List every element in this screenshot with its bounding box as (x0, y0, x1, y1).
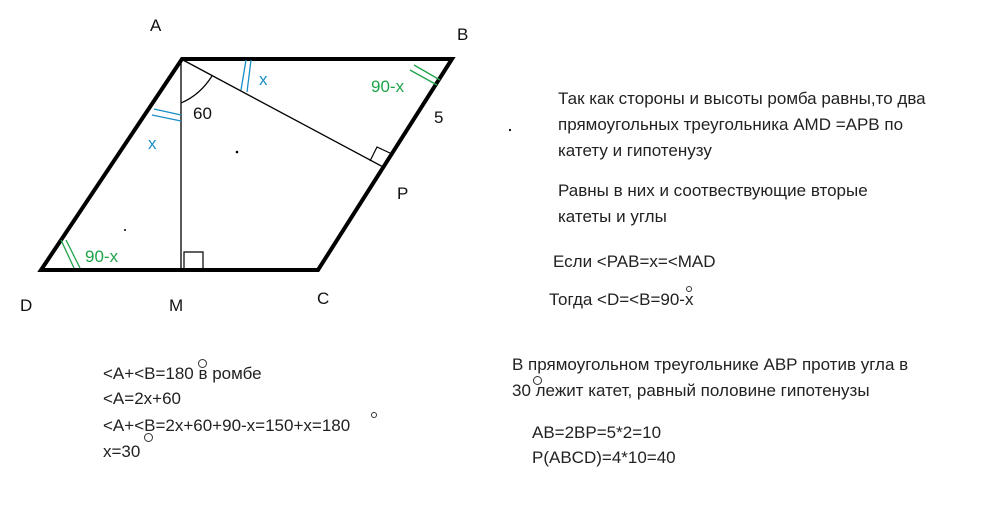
x-mark-top (241, 60, 251, 92)
side-bp-label: 5 (434, 108, 444, 127)
note-line: Равны в них и соотвествующие вторые (558, 181, 868, 200)
angle-x-top-label: x (259, 70, 268, 89)
calc-line: <A+<B=2x+60+90-x=150+x=180 (103, 416, 351, 435)
stray-dot (236, 151, 239, 154)
note-line: Так как стороны и высоты ромба равны,то два (558, 89, 926, 108)
degree-mark (371, 412, 377, 418)
vertex-d: D (20, 296, 33, 315)
right-angle-m (184, 252, 203, 268)
triangle-note-line: 30 лежит катет, равный половине гипотенузы (512, 381, 870, 400)
x-mark-left (152, 109, 181, 121)
calc-line: x=30 (103, 442, 141, 461)
angle-90x-bottom-label: 90-x (85, 247, 119, 266)
if-line: Если <PAB=x=<MAD (553, 252, 716, 271)
then-line: Тогда <D=<B=90-x (549, 290, 694, 309)
vertex-p: P (397, 184, 409, 203)
angle-60-label: 60 (193, 104, 212, 123)
degree-mark (686, 286, 692, 292)
vertex-b: B (457, 25, 469, 44)
ab-line: AB=2BP=5*2=10 (532, 423, 662, 442)
vertex-m: M (169, 296, 184, 315)
height-ap (183, 60, 385, 168)
note-line: катеты и углы (558, 207, 667, 226)
stray-dot (124, 229, 126, 231)
note-line: катету и гипотенузу (558, 141, 712, 160)
calc-line: <A=2x+60 (103, 389, 181, 408)
angle-60-arc (181, 76, 212, 103)
angle-90x-top-label: 90-x (371, 77, 405, 96)
note-line: прямоугольных треугольника AMD =APB по (558, 115, 904, 134)
degree-mark (533, 376, 542, 385)
angle-x-left-label: x (148, 134, 157, 153)
triangle-note-line: В прямоугольном треугольнике ABP против угла в (512, 355, 909, 374)
perimeter-line: P(ABCD)=4*10=40 (532, 448, 676, 467)
calc-line: <A+<B=180 в ромбе (103, 364, 262, 383)
degree-mark (198, 359, 207, 368)
stray-dot (509, 129, 511, 131)
ninety-mark-bottom (61, 240, 80, 268)
vertex-a: A (150, 16, 162, 35)
vertex-c: C (317, 289, 330, 308)
degree-mark (144, 433, 153, 442)
